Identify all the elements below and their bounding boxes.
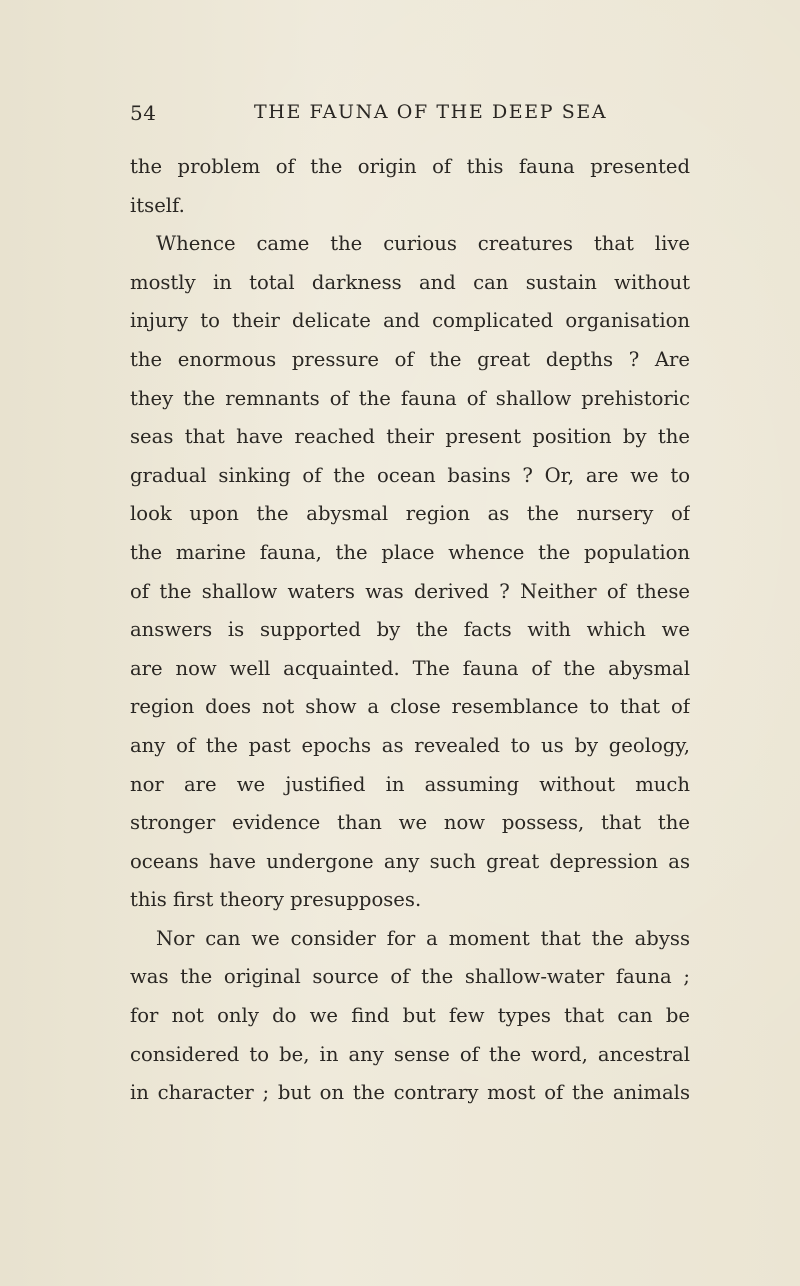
text-line: itself. xyxy=(130,193,185,217)
text-line: look upon the abysmal region as the nursery of xyxy=(130,502,690,526)
body-text xyxy=(130,148,690,1113)
text-line: injury to their delicate and complicated organisation xyxy=(130,309,690,333)
text-line: stronger evidence than we now possess, that the xyxy=(130,811,690,835)
text-line: any of the past epochs as revealed to us by geology, xyxy=(130,733,690,757)
text-line: mostly in total darkness and can sustain without xyxy=(130,270,690,294)
text-line: Nor can we consider for a moment that the abyss xyxy=(156,926,690,950)
text-line: nor are we justified in assuming without much xyxy=(130,772,690,796)
text-line: considered to be, in any sense of the word, ancestral xyxy=(130,1042,690,1066)
text-line: the problem of the origin of this fauna presented xyxy=(130,155,690,178)
text-line: they the remnants of the fauna of shallow prehistoric xyxy=(130,386,690,410)
page-header xyxy=(130,101,690,131)
text-line: of the shallow waters was derived ? Neither of these xyxy=(130,579,690,603)
text-line: gradual sinking of the ocean basins ? Or, are we to xyxy=(130,463,690,487)
running-title: THE FAUNA OF THE DEEP SEA xyxy=(254,101,608,123)
text-line: answers is supported by the facts with which we xyxy=(130,618,690,642)
text-line: are now well acquainted. The fauna of the abysmal xyxy=(130,656,690,680)
text-line: the enormous pressure of the great depths ? Are xyxy=(130,347,690,371)
text-line: for not only do we find but few types that can be xyxy=(130,1004,690,1028)
text-line: Whence came the curious creatures that live xyxy=(156,232,690,256)
text-line: region does not show a close resemblance to that of xyxy=(130,695,690,719)
text-line: seas that have reached their present position by the xyxy=(130,425,690,449)
text-line: was the original source of the shallow-water fauna ; xyxy=(130,965,690,989)
text-line: the marine fauna, the place whence the population xyxy=(130,540,690,564)
text-line: oceans have undergone any such great depression as xyxy=(130,849,690,873)
text-line: this first theory presupposes. xyxy=(130,888,422,912)
text-line: in character ; but on the contrary most of the animals xyxy=(130,1081,690,1105)
page-number: 54 xyxy=(130,101,157,125)
